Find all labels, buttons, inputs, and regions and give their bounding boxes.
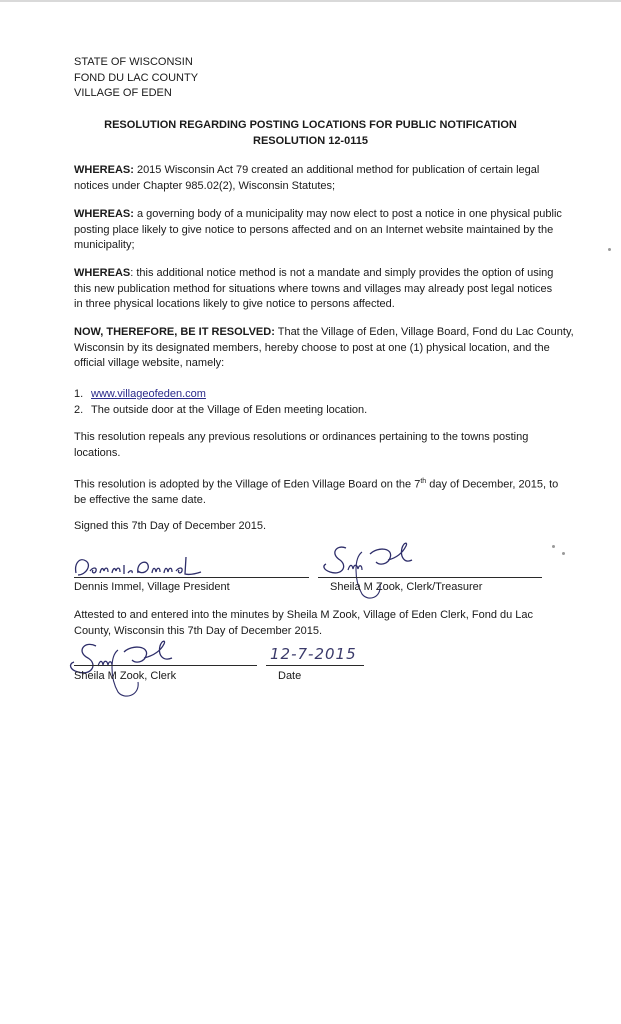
scan-speck — [562, 552, 565, 555]
scan-speck — [552, 545, 555, 548]
list-item: 1. www.villageofeden.com — [74, 388, 206, 400]
attest-signature-line — [74, 665, 257, 666]
adopted-paragraph: This resolution is adopted by the Village of Eden Village Board on the 7th day of December, 2015, to be effective the same date. — [74, 478, 559, 507]
president-signature-line — [74, 577, 309, 578]
whereas-paragraph-3: WHEREAS: this additional notice method is not a mandate and simply provides the option of using this new publication method for situations where towns and villages may already post legal notices in three physical locations likely to give notice to persons affected. — [74, 267, 554, 311]
resolved-label: NOW, THEREFORE, BE IT RESOLVED: — [74, 326, 275, 338]
attest-paragraph: Attested to and entered into the minutes by Sheila M Zook, Village of Eden Clerk, Fond du Lac County, Wisconsin this 7th Day of December 2015. — [74, 609, 534, 637]
whereas-label: WHEREAS — [74, 267, 131, 279]
village-website-link[interactable]: www.villageofeden.com — [91, 388, 206, 400]
posting-locations-list — [74, 387, 367, 418]
list-item: 2. The outside door at the Village of Eden meeting location. — [74, 403, 368, 416]
scan-edge — [0, 0, 621, 2]
repeal-paragraph: This resolution repeals any previous resolutions or ordinances pertaining to the towns posting locations. — [74, 431, 529, 459]
whereas-paragraph-2: WHEREAS: a governing body of a municipality may now elect to post a notice in one physical public posting place likely to give notice to persons affected and on an Internet website maintained by the municipality; — [74, 208, 562, 252]
whereas-paragraph-1: WHEREAS: 2015 Wisconsin Act 79 created an additional method for publication of certain legal notices under Chapter 985.02(2), Wisconsin Statutes; — [74, 164, 540, 192]
header-block — [74, 55, 198, 102]
header-county: FOND DU LAC COUNTY — [74, 71, 199, 84]
whereas-label: WHEREAS: — [74, 164, 134, 176]
whereas-label: WHEREAS: — [74, 208, 134, 220]
handwritten-date: 12-7-2015 — [270, 645, 357, 663]
attest-clerk-caption: Sheila M Zook, Clerk — [74, 670, 177, 682]
clerk-signature-line — [318, 577, 542, 578]
date-line — [266, 665, 364, 666]
header-village: VILLAGE OF EDEN — [74, 87, 172, 100]
president-caption: Dennis Immel, Village President — [74, 581, 230, 593]
resolution-number: RESOLUTION 12-0115 — [253, 135, 368, 147]
attest-clerk-signature — [66, 636, 186, 700]
document-title: RESOLUTION REGARDING POSTING LOCATIONS FOR PUBLIC NOTIFICATION — [104, 119, 517, 131]
scan-speck — [608, 248, 611, 251]
header-state: STATE OF WISCONSIN — [74, 56, 193, 68]
resolved-paragraph: NOW, THEREFORE, BE IT RESOLVED: That the Village of Eden, Village Board, Fond du Lac County, Wisconsin by its designated members, hereby choose to post at one (1) physical location, and the official village website, namely: — [74, 326, 574, 370]
signed-date-line: Signed this 7th Day of December 2015. — [74, 520, 267, 532]
clerk-caption: Sheila M Zook, Clerk/Treasurer — [330, 581, 483, 593]
date-caption: Date — [278, 670, 302, 682]
